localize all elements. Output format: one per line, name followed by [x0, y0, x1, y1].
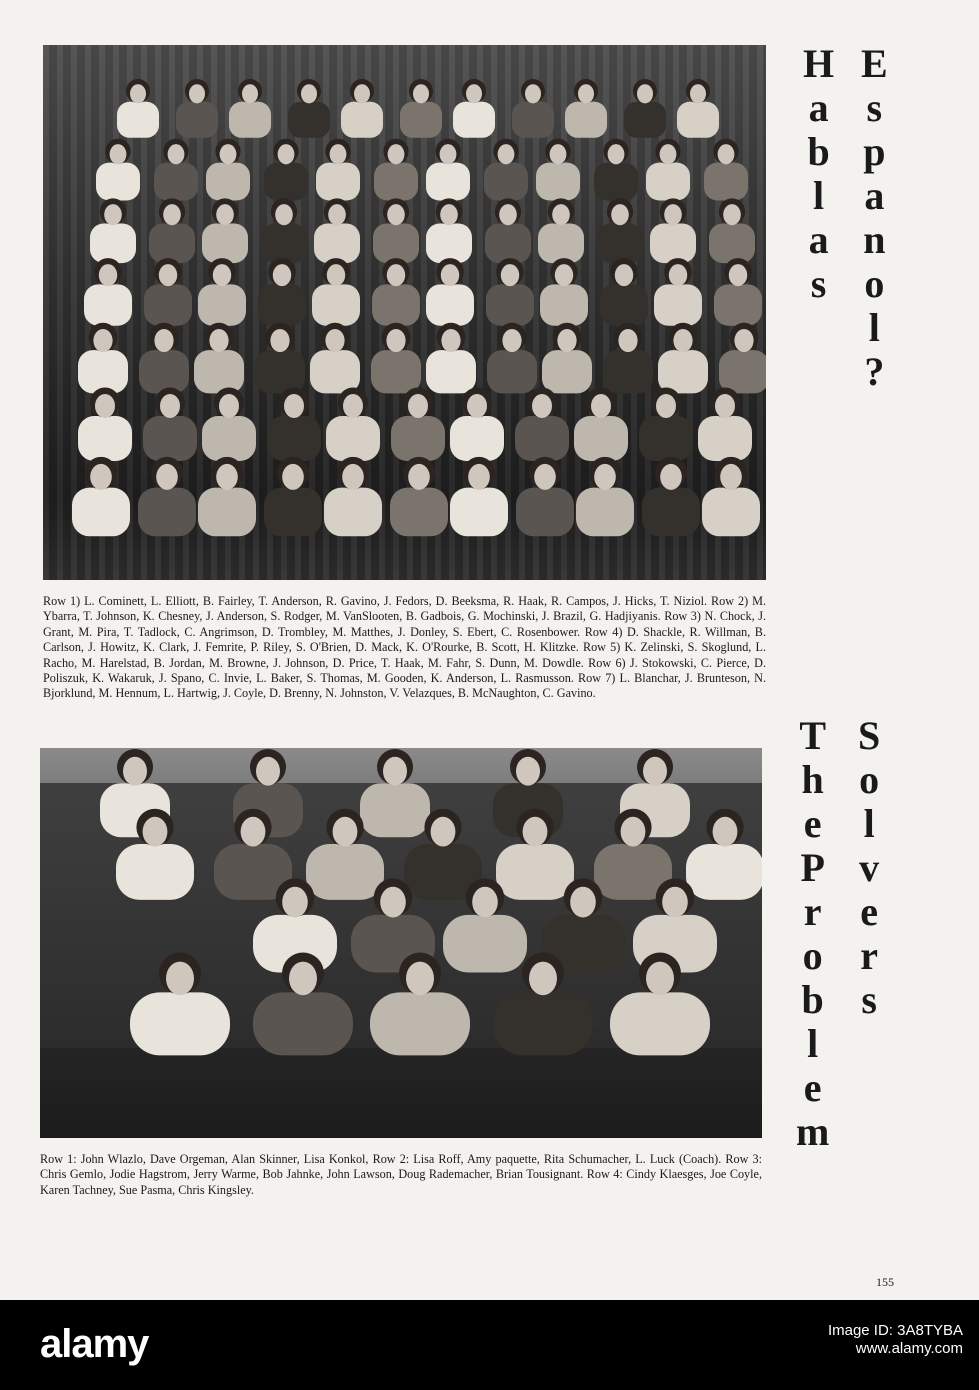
- person-body: [719, 350, 766, 393]
- person-body: [139, 350, 189, 393]
- person-body: [400, 102, 442, 138]
- person-face: [408, 394, 428, 418]
- person-face: [594, 464, 616, 490]
- heading-letter: s: [861, 977, 877, 1022]
- person-face: [499, 204, 517, 225]
- person-body: [391, 416, 445, 461]
- person-face: [660, 464, 682, 490]
- person-body: [370, 992, 470, 1055]
- person-face: [189, 84, 205, 103]
- person-body: [253, 992, 353, 1055]
- person-body: [496, 844, 574, 900]
- person-body: [390, 488, 448, 537]
- person-body: [597, 223, 643, 263]
- person-body: [485, 223, 531, 263]
- person-face: [301, 84, 317, 103]
- person-face: [552, 204, 570, 225]
- person-body: [372, 284, 420, 325]
- person-body: [574, 416, 628, 461]
- person-body: [202, 416, 256, 461]
- person-face: [408, 464, 430, 490]
- person-face: [720, 464, 742, 490]
- person-face: [343, 394, 363, 418]
- person-body: [374, 163, 418, 201]
- person-face: [431, 817, 456, 847]
- person-face: [93, 329, 112, 352]
- person-body: [516, 488, 574, 537]
- person-body: [255, 350, 305, 393]
- person-face: [123, 757, 147, 786]
- person-body: [654, 284, 702, 325]
- person-face: [467, 394, 487, 418]
- person-body: [450, 488, 508, 537]
- person-face: [386, 329, 405, 352]
- person-face: [284, 394, 304, 418]
- person-face: [550, 144, 567, 164]
- person-body: [371, 350, 421, 393]
- heading-letter: r: [803, 889, 822, 934]
- person-face: [282, 464, 304, 490]
- heading-letter: o: [802, 933, 823, 978]
- person-face: [656, 394, 676, 418]
- person-body: [264, 488, 322, 537]
- heading-hablas: [803, 42, 834, 306]
- person-body: [264, 163, 308, 201]
- person-face: [143, 817, 168, 847]
- person-body: [540, 284, 588, 325]
- person-face: [333, 817, 358, 847]
- heading-letter: e: [803, 1065, 822, 1110]
- person-face: [99, 264, 117, 286]
- person-face: [406, 962, 434, 996]
- person-body: [116, 844, 194, 900]
- heading-letter: b: [801, 977, 824, 1022]
- heading-letter: l: [807, 1021, 819, 1066]
- heading-letter: E: [861, 41, 888, 86]
- person-body: [484, 163, 528, 201]
- person-body: [426, 350, 476, 393]
- person-face: [660, 144, 677, 164]
- heading-letter: r: [860, 933, 878, 978]
- person-body: [426, 284, 474, 325]
- image-id: [828, 1322, 963, 1358]
- person-face: [441, 329, 460, 352]
- person-face: [529, 962, 557, 996]
- person-face: [440, 144, 457, 164]
- person-body: [493, 992, 593, 1055]
- person-face: [669, 264, 687, 286]
- person-body: [149, 223, 195, 263]
- person-face: [664, 204, 682, 225]
- person-body: [138, 488, 196, 537]
- heading-letter: H: [803, 41, 835, 86]
- person-face: [242, 84, 258, 103]
- person-body: [143, 416, 197, 461]
- heading-espanol: [861, 42, 888, 394]
- person-body: [360, 783, 430, 837]
- problem-solvers-caption: Row 1: John Wlazlo, Dave Orgeman, Alan Skinner, Lisa Konkol, Row 2: Lisa Roff, Amy paquette, Rita Schumacher, L. Luck (Coach). Row 3: Chris Gemlo, Jodie Hagstrom, Jerry Warme, Bob Jahnke, John Lawson, Doug Rademacher, Brian Tousignant. Row 4: Cindy Klaesges, Joe Coyle, Karen Tachney, Sue Pasma, Chris Kingsley.: [40, 1152, 762, 1197]
- person-face: [166, 962, 194, 996]
- person-body: [96, 163, 140, 201]
- person-face: [216, 464, 238, 490]
- site-url: www.alamy.com: [855, 1340, 963, 1357]
- person-face: [90, 464, 112, 490]
- person-body: [624, 102, 666, 138]
- person-body: [512, 102, 554, 138]
- person-face: [154, 329, 173, 352]
- person-face: [516, 757, 540, 786]
- person-face: [502, 329, 521, 352]
- person-body: [373, 223, 419, 263]
- person-body: [206, 163, 250, 201]
- person-body: [704, 163, 748, 201]
- person-face: [441, 264, 459, 286]
- person-face: [534, 464, 556, 490]
- person-face: [532, 394, 552, 418]
- person-body: [536, 163, 580, 201]
- person-face: [270, 329, 289, 352]
- heading-letter: ?: [864, 349, 885, 394]
- person-body: [288, 102, 330, 138]
- person-body: [72, 488, 130, 537]
- person-face: [637, 84, 653, 103]
- person-body: [426, 223, 472, 263]
- heading-letter: s: [810, 261, 827, 306]
- person-face: [273, 264, 291, 286]
- heading-the-problem: [796, 714, 829, 1154]
- person-face: [501, 264, 519, 286]
- person-body: [642, 488, 700, 537]
- person-face: [289, 962, 317, 996]
- person-face: [342, 464, 364, 490]
- person-face: [440, 204, 458, 225]
- person-face: [219, 394, 239, 418]
- person-face: [734, 329, 753, 352]
- person-body: [443, 915, 527, 973]
- person-body: [650, 223, 696, 263]
- heading-letter: e: [803, 801, 822, 846]
- person-body: [709, 223, 755, 263]
- person-body: [450, 416, 504, 461]
- person-face: [646, 962, 674, 996]
- person-face: [256, 757, 280, 786]
- heading-letter: o: [859, 757, 880, 802]
- person-body: [594, 163, 638, 201]
- person-body: [202, 223, 248, 263]
- person-face: [555, 264, 573, 286]
- person-body: [314, 223, 360, 263]
- person-body: [84, 284, 132, 325]
- person-body: [306, 844, 384, 900]
- heading-letter: a: [808, 217, 829, 262]
- person-body: [600, 284, 648, 325]
- person-face: [723, 204, 741, 225]
- person-face: [383, 757, 407, 786]
- person-face: [729, 264, 747, 286]
- person-body: [261, 223, 307, 263]
- person-face: [608, 144, 625, 164]
- person-face: [95, 394, 115, 418]
- person-face: [354, 84, 370, 103]
- person-body: [176, 102, 218, 138]
- heading-letter: S: [858, 713, 881, 758]
- person-body: [426, 163, 470, 201]
- person-face: [159, 264, 177, 286]
- heading-letter: a: [864, 173, 885, 218]
- person-body: [453, 102, 495, 138]
- image-id-text: Image ID: 3A8TYBA: [827, 1322, 963, 1339]
- person-body: [258, 284, 306, 325]
- person-face: [327, 264, 345, 286]
- person-body: [686, 844, 762, 900]
- person-face: [387, 264, 405, 286]
- person-face: [472, 887, 498, 918]
- person-face: [643, 757, 667, 786]
- person-body: [341, 102, 383, 138]
- person-body: [610, 992, 710, 1055]
- person-face: [220, 144, 237, 164]
- person-body: [78, 350, 128, 393]
- person-face: [713, 817, 738, 847]
- heading-letter: l: [868, 305, 880, 350]
- person-body: [576, 488, 634, 537]
- heading-letter: n: [863, 217, 886, 262]
- person-face: [130, 84, 146, 103]
- spanish-club-caption: Row 1) L. Cominett, L. Elliott, B. Fairley, T. Anderson, R. Gavino, J. Fedors, D. Beeksma, R. Haak, R. Campos, J. Hicks, T. Niziol. Row 2) M. Ybarra, T. Johnson, K. Chesney, J. Anderson, S. Rodger, M. VanSlooten, B. Gadbois, G. Mochinski, J. Brazil, G. Hadjiyanis. Row 3) N. Chock, J. Grant, M. Pira, T. Tadlock, C. Angrimson, D. Trombley, M. Matthes, J. Donley, S. Ebert, C. Rosenbower. Row 4) D. Shackle, R. Willman, B. Carlson, J. Howitz, K. Clark, J. Femrite, P. Riley, S. O'Brien, D. Mack, K. O'Rourke, B. Scott, H. Klitzke. Row 5) K. Zelinski, S. Skoglund, L. Racho, M. Harelstad, B. Jordan, M. Browne, J. Johnson, D. Price, T. Haak, M. Fahr, S. Dunn, M. Dowdle. Row 6) J. Stokowski, C. Pierce, D. Poliszuk, K. Wakaruk, J. Spano, C. Invie, L. Baker, S. Thomas, M. Gooden, K. Anderson, L. Rasmusson. Row 7) L. Blanchar, J. Brunteson, N. Bjorklund, M. Hennum, L. Hartwig, J. Coyle, D. Brenny, N. Johnston, V. Velazques, B. McNaughton, C. Gavino.: [43, 594, 766, 701]
- heading-letter: p: [863, 129, 886, 174]
- person-face: [156, 464, 178, 490]
- person-face: [673, 329, 692, 352]
- person-face: [570, 887, 596, 918]
- heading-letter: m: [796, 1109, 830, 1154]
- person-body: [154, 163, 198, 201]
- person-body: [324, 488, 382, 537]
- person-body: [117, 102, 159, 138]
- person-body: [698, 416, 752, 461]
- heading-letter: a: [808, 85, 829, 130]
- person-face: [330, 144, 347, 164]
- person-face: [578, 84, 594, 103]
- person-face: [387, 204, 405, 225]
- person-body: [714, 284, 762, 325]
- person-body: [194, 350, 244, 393]
- person-face: [168, 144, 185, 164]
- heading-letter: o: [864, 261, 885, 306]
- heading-letter: l: [863, 801, 875, 846]
- person-body: [486, 284, 534, 325]
- person-face: [328, 204, 346, 225]
- heading-letter: v: [859, 845, 880, 890]
- person-face: [163, 204, 181, 225]
- person-body: [316, 163, 360, 201]
- problem-solvers-group-photo: [40, 748, 762, 1138]
- person-body: [198, 488, 256, 537]
- person-face: [282, 887, 308, 918]
- person-face: [413, 84, 429, 103]
- person-body: [603, 350, 653, 393]
- spanish-club-group-photo: [43, 45, 766, 580]
- person-face: [104, 204, 122, 225]
- person-face: [615, 264, 633, 286]
- person-face: [591, 394, 611, 418]
- person-body: [487, 350, 537, 393]
- heading-letter: h: [801, 757, 824, 802]
- person-body: [542, 350, 592, 393]
- person-body: [565, 102, 607, 138]
- person-body: [646, 163, 690, 201]
- page-number: 155: [876, 1275, 894, 1289]
- heading-letter: b: [807, 129, 830, 174]
- person-body: [310, 350, 360, 393]
- person-face: [690, 84, 706, 103]
- person-face: [523, 817, 548, 847]
- person-face: [466, 84, 482, 103]
- person-face: [278, 144, 295, 164]
- person-body: [326, 416, 380, 461]
- person-body: [677, 102, 719, 138]
- person-face: [662, 887, 688, 918]
- heading-letter: P: [800, 845, 825, 890]
- person-body: [78, 416, 132, 461]
- person-body: [658, 350, 708, 393]
- person-body: [144, 284, 192, 325]
- group-photo-figures: [40, 748, 762, 1138]
- person-face: [388, 144, 405, 164]
- person-face: [216, 204, 234, 225]
- person-body: [90, 223, 136, 263]
- person-face: [275, 204, 293, 225]
- person-face: [241, 817, 266, 847]
- heading-letter: e: [860, 889, 878, 934]
- person-body: [312, 284, 360, 325]
- person-body: [538, 223, 584, 263]
- person-face: [213, 264, 231, 286]
- person-face: [718, 144, 735, 164]
- person-body: [130, 992, 230, 1055]
- person-face: [611, 204, 629, 225]
- person-face: [325, 329, 344, 352]
- heading-letter: l: [813, 173, 825, 218]
- heading-letter: s: [866, 85, 883, 130]
- person-body: [702, 488, 760, 537]
- person-face: [525, 84, 541, 103]
- heading-solvers: [858, 714, 880, 1022]
- person-face: [715, 394, 735, 418]
- person-body: [267, 416, 321, 461]
- person-face: [110, 144, 127, 164]
- person-face: [557, 329, 576, 352]
- person-body: [198, 284, 246, 325]
- person-face: [160, 394, 180, 418]
- person-body: [515, 416, 569, 461]
- person-face: [498, 144, 515, 164]
- person-face: [618, 329, 637, 352]
- person-face: [209, 329, 228, 352]
- group-photo-figures: [43, 45, 766, 580]
- person-body: [639, 416, 693, 461]
- person-face: [468, 464, 490, 490]
- person-body: [229, 102, 271, 138]
- heading-letter: T: [799, 713, 826, 758]
- alamy-logo: alamy: [40, 1322, 149, 1366]
- person-face: [380, 887, 406, 918]
- person-face: [621, 817, 646, 847]
